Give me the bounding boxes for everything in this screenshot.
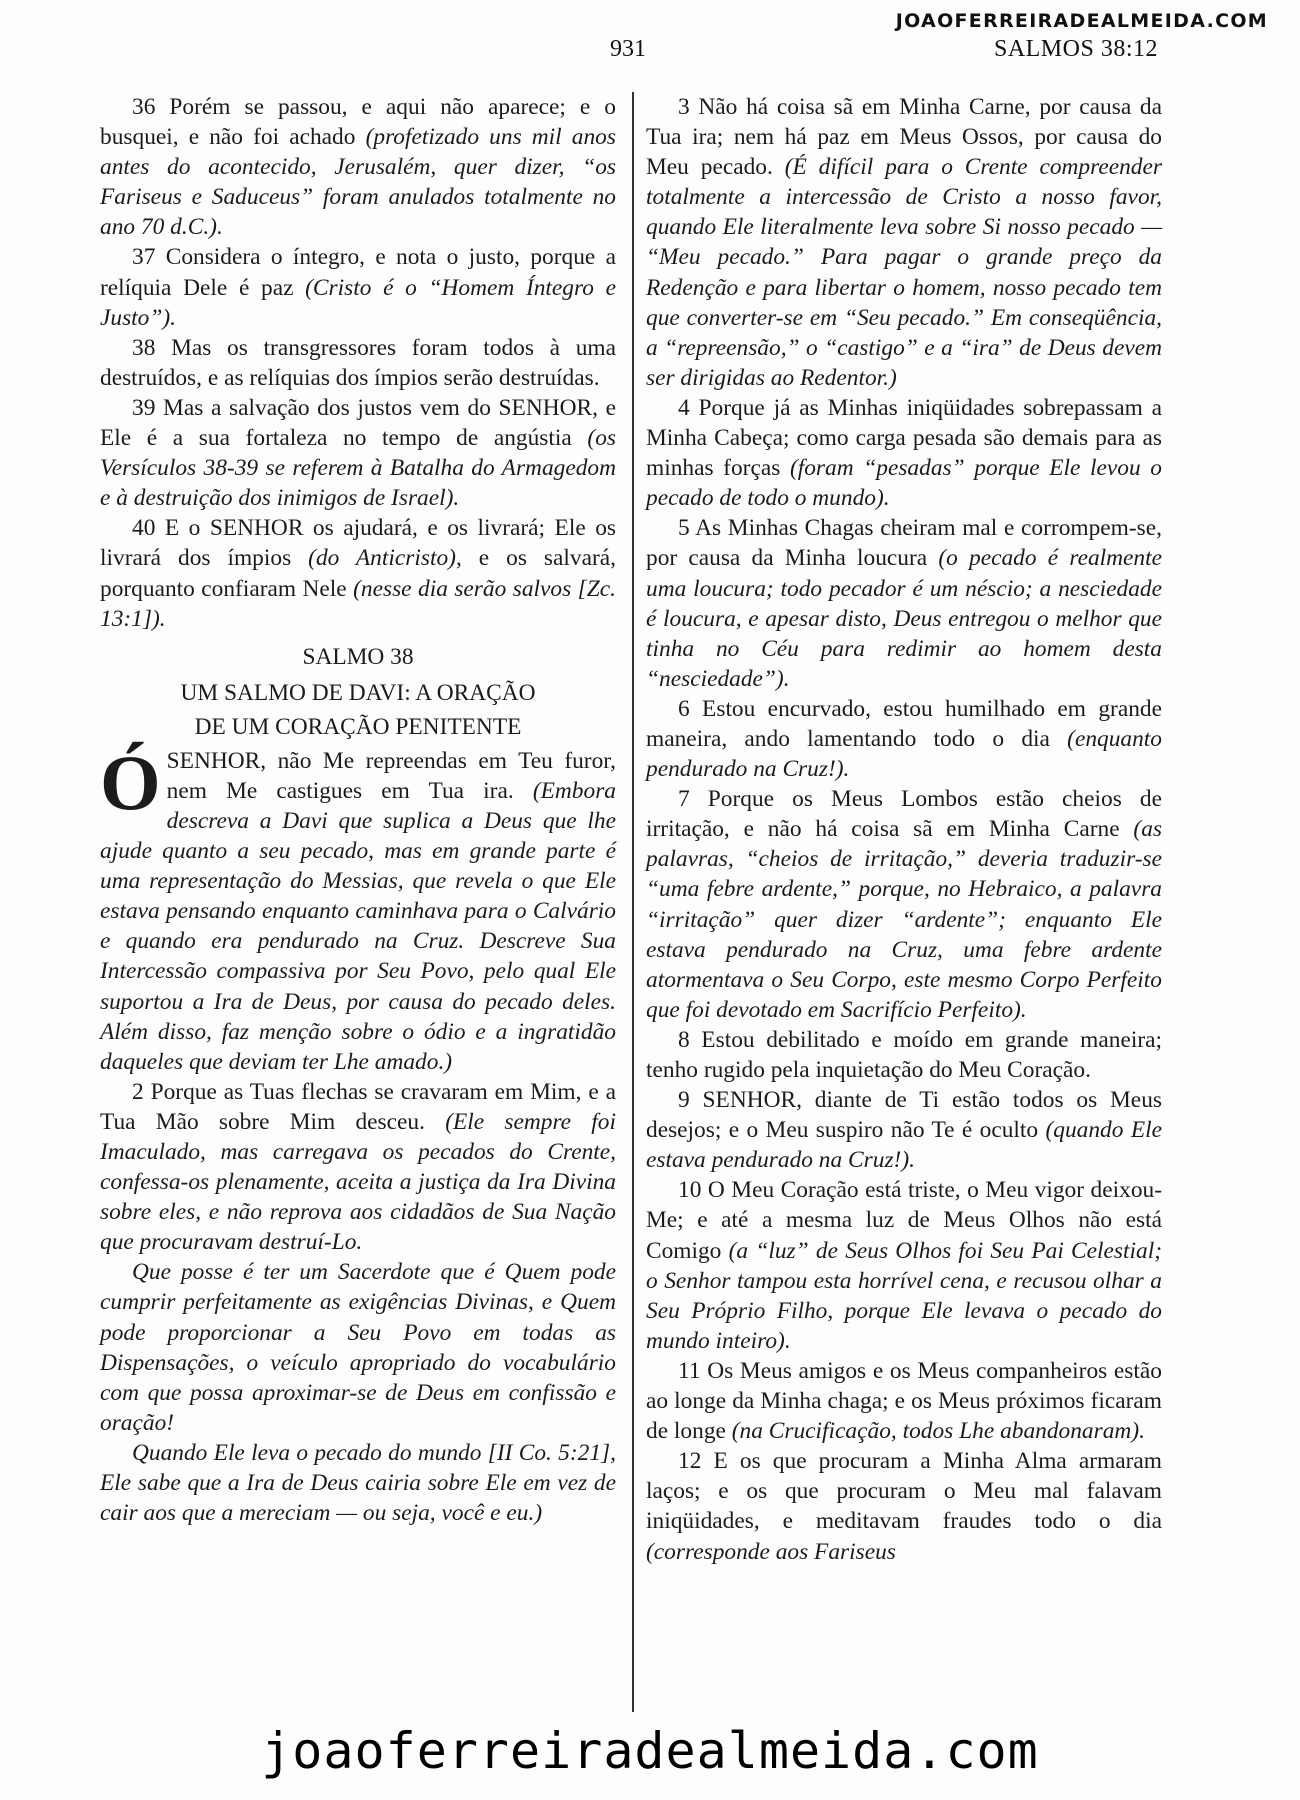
verse-36-note: (profetizado uns mil anos antes do acontecido, Jerusalém, quer dizer, “os Fariseus e Saduceus” foram anulados totalmente no ano 70 d.C.). <box>100 124 616 241</box>
verse-1-note: (Embora descreva a Davi que suplica a Deus que lhe ajude quanto a seu pecado, mas em grande parte é uma representação do Messias, que revela o que Ele estava pensando enquanto caminhava para o Calvário e quando era pendurado na Cruz. Descreve Sua Intercessão compassiva por Seu Povo, pelo qual Ele suportou a Ira de Deus, por causa do pecado deles. Além disso, faz menção sobre o ódio e a ingratidão daqueles que deviam ter Lhe amado.) <box>100 777 616 1075</box>
running-head: SALMOS 38:12 <box>993 36 1158 62</box>
right-column <box>646 92 1162 1567</box>
verse-38: 38 Mas os transgressores foram todos à uma destruídos, e as relíquias dos ímpios serão destruídas. <box>100 334 616 391</box>
verse-3-note: (É difícil para o Crente compreender totalmente a intercessão de Cristo a nosso favor, quando Ele literalmente leva sobre Si nosso pecado — “Meu pecado.” Para pagar o grande preço da Redenção e para libertar o homem, nosso pecado tem que converter-se em “Seu pecado.” Em conseqüência, a “repreensão,” o “castigo” e a “ira” de Deus devem ser dirigidas ao Redentor.) <box>646 154 1162 391</box>
verse-4-note: (foram “pesadas” porque Ele levou o pecado de todo o mundo). <box>646 455 1163 512</box>
verse-36: 36 Porém se passou, e aqui não aparece; e o busquei, e não foi achado (profetizado uns mil anos antes do acontecido, Jerusalém, quer dizer, “os Fariseus e Saduceus” foram anulados totalmente no ano 70 d.C.). <box>100 94 616 241</box>
verse-10: 10 O Meu Coração está triste, o Meu vigor deixou-Me; e até a mesma luz de Meus Olhos não está Comigo (a “luz” de Seus Olhos foi Seu Pai Celestial; o Senhor tampou esta horrível cena, e recusou olhar a Seu Próprio Filho, porque Ele levava o pecado do mundo inteiro). <box>646 1177 1163 1354</box>
left-column <box>100 92 616 1528</box>
verse-4: 4 Porque já as Minhas iniqüidades sobrepassam a Minha Cabeça; como carga pesada são demais para as minhas forças (foram “pesadas” porque Ele levou o pecado de todo o mundo). <box>646 394 1163 512</box>
column-divider <box>632 92 634 1712</box>
verse-2: 2 Porque as Tuas flechas se cravaram em Mim, e a Tua Mão sobre Mim desceu. (Ele sempre foi Imaculado, mas carregava os pecados do Crente, confessa-os plenamente, aceita a justiça da Ira Divina sobre eles, e não reprova aos cidadãos de Sua Nação que procuravam destruí-Lo. <box>100 1078 616 1256</box>
verse-3: 3 Não há coisa sã em Minha Carne, por causa da Tua ira; nem há paz em Meus Ossos, por causa do Meu pecado. (É difícil para o Crente compreender totalmente a intercessão de Cristo a nosso favor, quando Ele literalmente leva sobre Si nosso pecado — “Meu pecado.” Para pagar o grande preço da Redenção e para libertar o homem, nosso pecado tem que converter-se em “Seu pecado.” Em conseqüência, a “repreensão,” o “castigo” e a “ira” de Deus devem ser dirigidas ao Redentor.) <box>646 94 1162 391</box>
verse-10-note: (a “luz” de Seus Olhos foi Seu Pai Celestial; o Senhor tampou esta horrível cena, e recusou olhar a Seu Próprio Filho, porque Ele levava o pecado do mundo inteiro). <box>646 1237 1163 1354</box>
verse-7-note: (as palavras, “cheios de irritação,” deveria traduzir-se “uma febre ardente,” porque, no Hebraico, a palavra “irritação” quer dizer “ardente”; enquanto Ele estava pendurado na Cruz, uma febre ardente atormentava o Seu Corpo, este mesmo Corpo Perfeito que foi devotado em Sacrifício Perfeito). <box>646 816 1162 1023</box>
verse-39: 39 Mas a salvação dos justos vem do SENHOR, e Ele é a sua fortaleza no tempo de angústia (os Versículos 38-39 se referem à Batalha do Armagedom e à destruição dos inimigos de Israel). <box>100 394 616 512</box>
verse-6: 6 Estou encurvado, estou humilhado em grande maneira, ando lamentando todo o dia (enquanto pendurado na Cruz!). <box>646 695 1162 783</box>
site-watermark-bottom[interactable]: joaoferreiradealmeida.com <box>261 1722 1039 1780</box>
psalm-subtitle-2: DE UM CORAÇÃO PENITENTE <box>194 713 522 740</box>
verse-6-note: (enquanto pendurado na Cruz!). <box>646 725 1162 783</box>
psalm-subtitle-1: UM SALMO DE DAVI: A ORAÇÃO <box>180 679 536 706</box>
verse-37: 37 Considera o íntegro, e nota o justo, porque a relíquia Dele é paz (Cristo é o “Homem Íntegro e Justo”). <box>100 244 616 331</box>
verse-5-note: (o pecado é realmente uma loucura; todo pecador é um néscio; a nesciedade é loucura, e apesar disto, Deus entregou o melhor que tinha no Céu para redimir ao homem desta “nesciedade”). <box>646 545 1162 692</box>
verse-2-note-cont: Que posse é ter um Sacerdote que é Quem pode cumprir perfeitamente as exigências Divinas, e Quem pode proporcionar a Seu Povo em todas as Dispensações, o veículo apropriado do vocabulário com que possa aproximar-se de Deus em confissão e oração! <box>100 1259 616 1436</box>
verse-11-note: (na Crucificação, todos Lhe abandonaram). <box>731 1418 1145 1445</box>
verse-11: 11 Os Meus amigos e os Meus companheiros estão ao longe da Minha chaga; e os Meus próximos ficaram de longe (na Crucificação, todos Lhe abandonaram). <box>646 1357 1162 1445</box>
verse-40: 40 E o SENHOR os ajudará, e os livrará; Ele os livrará dos ímpios (do Anticristo), e os salvará, porquanto confiaram Nele (nesse dia serão salvos [Zc. 13:1]). <box>100 515 616 632</box>
verse-5: 5 As Minhas Chagas cheiram mal e corrompem-se, por causa da Minha loucura (o pecado é realmente uma loucura; todo pecador é um néscio; a nesciedade é loucura, e apesar disto, Deus entregou o melhor que tinha no Céu para redimir ao homem desta “nesciedade”). <box>646 515 1162 692</box>
verse-1: ÓSENHOR, não Me repreendas em Teu furor, nem Me castigues em Tua ira. (Embora descreva a Davi que suplica a Deus que lhe ajude quanto a seu pecado, mas em grande parte é uma representação do Messias, que revela o que Ele estava pensando enquanto caminhava para o Calvário e quando era pendurado na Cruz. Descreve Sua Intercessão compassiva por Seu Povo, pelo qual Ele suportou a Ira de Deus, por causa do pecado deles. Além disso, faz menção sobre o ódio e a ingratidão daqueles que deviam ter Lhe amado.) <box>100 738 616 1075</box>
verse-39-note: (os Versículos 38-39 se referem à Batalha do Armagedom e à destruição dos inimigos de Israel). <box>100 425 616 512</box>
drop-cap: Ó <box>100 738 161 826</box>
verse-8: 8 Estou debilitado e moído em grande maneira; tenho rugido pela inquietação do Meu Coração. <box>646 1026 1162 1083</box>
verse-2-note: (Ele sempre foi Imaculado, mas carregava os pecados do Crente, confessa-os plenamente, aceita a justiça da Ira Divina sobre eles, e não reprova aos cidadãos de Sua Nação que procuravam destruí-Lo. <box>100 1108 616 1256</box>
psalm-title: SALMO 38 <box>302 643 414 670</box>
verse-12-note: (corresponde aos Fariseus <box>646 1538 896 1565</box>
site-watermark-top: JOAOFERREIRADEALMEIDA.COM <box>895 10 1268 32</box>
page-number: 931 <box>610 36 646 62</box>
verse-7: 7 Porque os Meus Lombos estão cheios de irritação, e não há coisa sã em Minha Carne (as palavras, “cheios de irritação,” deveria traduzir-se “uma febre ardente,” porque, no Hebraico, a palavra “irritação” quer dizer “ardente”; enquanto Ele estava pendurado na Cruz, uma febre ardente atormentava o Seu Corpo, este mesmo Corpo Perfeito que foi devotado em Sacrifício Perfeito). <box>646 786 1162 1023</box>
verse-9: 9 SENHOR, diante de Ti estão todos os Meus desejos; e o Meu suspiro não Te é oculto (quando Ele estava pendurado na Cruz!). <box>646 1087 1162 1174</box>
verse-2-note-end: Quando Ele leva o pecado do mundo [II Co. 5:21], Ele sabe que a Ira de Deus cairia sobre Ele em vez de cair aos que a mereciam — ou seja, você e eu.) <box>100 1439 616 1527</box>
verse-37-note: (Cristo é o “Homem Íntegro e Justo”). <box>100 274 616 331</box>
verse-12: 12 E os que procuram a Minha Alma armaram laços; e os que procuram o Meu mal falavam iniqüidades, e meditavam fraudes todo o dia (corresponde aos Fariseus <box>646 1448 1162 1565</box>
verse-9-note: (quando Ele estava pendurado na Cruz!). <box>646 1117 1162 1174</box>
